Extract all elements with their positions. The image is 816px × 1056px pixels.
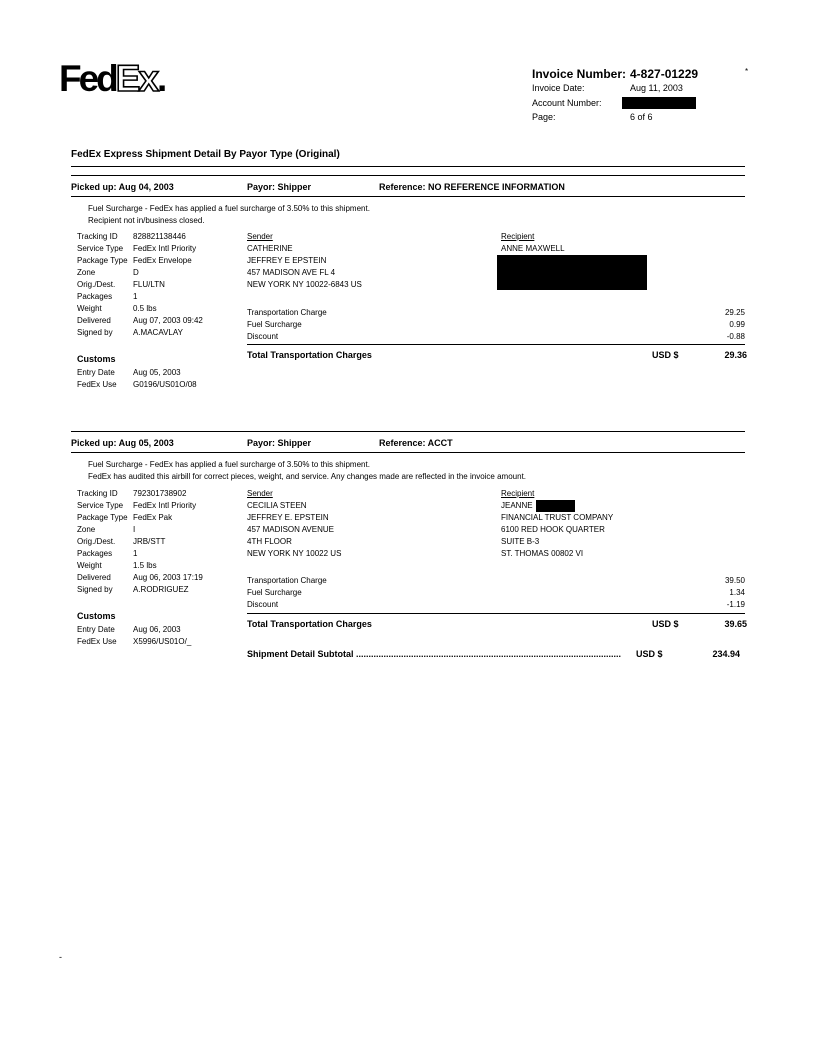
zone: I xyxy=(133,525,136,534)
detail-label: Package Type xyxy=(77,513,128,522)
customs-heading: Customs xyxy=(77,354,116,364)
detail-label: Weight xyxy=(77,304,102,313)
reference: Reference: NO REFERENCE INFORMATION xyxy=(379,182,565,192)
orig-dest: JRB/STT xyxy=(133,537,166,546)
delivered: Aug 06, 2003 17:19 xyxy=(133,573,203,582)
page-number: 6 of 6 xyxy=(630,112,653,122)
detail-label: Packages xyxy=(77,549,113,558)
detail-label: Zone xyxy=(77,525,96,534)
recipient-heading: Recipient xyxy=(501,232,535,241)
charge-label: Transportation Charge xyxy=(247,576,327,585)
detail-label: Tracking ID xyxy=(77,489,118,498)
recipient-line: SUITE B-3 xyxy=(501,537,540,546)
reference: Reference: ACCT xyxy=(379,438,453,448)
packages: 1 xyxy=(133,292,138,301)
invoice-date-label: Invoice Date: xyxy=(532,83,585,93)
fedex-use: X5996/US01O/_ xyxy=(133,637,192,646)
sender-line: 457 MADISON AVE FL 4 xyxy=(247,268,336,277)
fuel-surcharge: 1.34 xyxy=(729,588,745,597)
shipment-note: Fuel Surcharge - FedEx has applied a fuel surcharge of 3.50% to this shipment. xyxy=(88,460,370,469)
tracking-id: 828821138446 xyxy=(133,232,186,241)
picked-up-date: Picked up: Aug 05, 2003 xyxy=(71,438,174,448)
entry-date: Aug 05, 2003 xyxy=(133,368,181,377)
total-amount: 39.65 xyxy=(724,619,747,629)
sender-line: JEFFREY E. EPSTEIN xyxy=(247,513,329,522)
invoice-number: 4-827-01229 xyxy=(630,67,699,81)
shipment-header-divider xyxy=(71,196,745,197)
sender-line: NEW YORK NY 10022-6843 US xyxy=(247,280,362,289)
signed-by: A.MACAVLAY xyxy=(133,328,183,337)
customs-heading: Customs xyxy=(77,611,116,621)
picked-up-date: Picked up: Aug 04, 2003 xyxy=(71,182,174,192)
customs-label: FedEx Use xyxy=(77,637,117,646)
invoice-date: Aug 11, 2003 xyxy=(630,83,683,93)
entry-date: Aug 06, 2003 xyxy=(133,625,181,634)
detail-label: Packages xyxy=(77,292,113,301)
recipient-line: ST. THOMAS 00802 VI xyxy=(501,549,584,558)
tracking-id: 792301738902 xyxy=(133,489,187,498)
package-type: FedEx Envelope xyxy=(133,256,192,265)
transportation-charge: 29.25 xyxy=(724,308,745,317)
title-divider-top xyxy=(71,166,745,167)
sender-line: CATHERINE xyxy=(247,244,293,253)
weight: 1.5 lbs xyxy=(133,561,157,570)
customs-label: FedEx Use xyxy=(77,380,117,389)
detail-label: Service Type xyxy=(77,244,124,253)
detail-label: Orig./Dest. xyxy=(77,537,116,546)
account-number-redaction xyxy=(622,97,696,109)
detail-label: Weight xyxy=(77,561,102,570)
sender-line: NEW YORK NY 10022 US xyxy=(247,549,342,558)
package-type: FedEx Pak xyxy=(133,513,173,522)
detail-label: Tracking ID xyxy=(77,232,118,241)
delivered: Aug 07, 2003 09:42 xyxy=(133,316,203,325)
charges-divider xyxy=(247,613,745,614)
detail-label: Signed by xyxy=(77,585,113,594)
service-type: FedEx Intl Priority xyxy=(133,244,197,253)
payor: Payor: Shipper xyxy=(247,182,312,192)
sender-line: JEFFREY E EPSTEIN xyxy=(247,256,327,265)
discount: -0.88 xyxy=(726,332,745,341)
fedex-use: G0196/US01O/08 xyxy=(133,380,197,389)
detail-label: Delivered xyxy=(77,573,111,582)
orig-dest: FLU/LTN xyxy=(133,280,165,289)
subtotal-currency: USD $ xyxy=(636,649,663,659)
fuel-surcharge: 0.99 xyxy=(729,320,745,329)
total-label: Total Transportation Charges xyxy=(247,619,372,629)
page-label: Page: xyxy=(532,112,556,122)
subtotal-label: Shipment Detail Subtotal .......................................................................................................... xyxy=(247,649,622,659)
shipment-header-divider xyxy=(71,452,745,453)
customs-label: Entry Date xyxy=(77,625,115,634)
shipment-note: Fuel Surcharge - FedEx has applied a fuel surcharge of 3.50% to this shipment. xyxy=(88,204,370,213)
corner-mark: * xyxy=(745,67,749,76)
detail-label: Orig./Dest. xyxy=(77,280,116,289)
footer-mark: - xyxy=(59,952,62,962)
sender-line: 457 MADISON AVENUE xyxy=(247,525,334,534)
recipient-line: 6100 RED HOOK QUARTER xyxy=(501,525,605,534)
charges-divider xyxy=(247,344,745,345)
sender-heading: Sender xyxy=(247,489,273,498)
page-title: FedEx Express Shipment Detail By Payor Type (Original) xyxy=(71,149,340,160)
account-number-label: Account Number: xyxy=(532,98,602,108)
recipient-line: ANNE MAXWELL xyxy=(501,244,565,253)
detail-label: Signed by xyxy=(77,328,113,337)
recipient-surname-redaction xyxy=(536,500,575,512)
shipment-separator xyxy=(71,431,745,432)
logo-ex: Ex xyxy=(115,58,158,99)
zone: D xyxy=(133,268,139,277)
transportation-charge: 39.50 xyxy=(724,576,745,585)
payor: Payor: Shipper xyxy=(247,438,312,448)
charge-label: Fuel Surcharge xyxy=(247,320,302,329)
detail-label: Delivered xyxy=(77,316,111,325)
charge-label: Discount xyxy=(247,600,279,609)
total-currency: USD $ xyxy=(652,350,679,360)
recipient-line: FINANCIAL TRUST COMPANY xyxy=(501,513,614,522)
logo-fed: Fed xyxy=(59,58,116,99)
shipment-note: Recipient not in/business closed. xyxy=(88,216,205,225)
discount: -1.19 xyxy=(726,600,745,609)
packages: 1 xyxy=(133,549,138,558)
detail-label: Service Type xyxy=(77,501,124,510)
sender-line: 4TH FLOOR xyxy=(247,537,292,546)
shipment-note: FedEx has audited this airbill for correct pieces, weight, and service. Any changes made are reflected in the invoice amount. xyxy=(88,472,527,481)
sender-line: CECILIA STEEN xyxy=(247,501,307,510)
weight: 0.5 lbs xyxy=(133,304,157,313)
service-type: FedEx Intl Priority xyxy=(133,501,197,510)
total-amount: 29.36 xyxy=(724,350,747,360)
charge-label: Transportation Charge xyxy=(247,308,327,317)
customs-label: Entry Date xyxy=(77,368,115,377)
subtotal-amount: 234.94 xyxy=(712,649,740,659)
recipient-line: JEANNE xyxy=(501,501,533,510)
invoice-number-label: Invoice Number: xyxy=(532,67,627,81)
detail-label: Package Type xyxy=(77,256,128,265)
signed-by: A.RODRIGUEZ xyxy=(133,585,189,594)
title-divider-bottom xyxy=(71,175,745,176)
detail-label: Zone xyxy=(77,268,96,277)
fedex-logo xyxy=(59,60,164,97)
total-currency: USD $ xyxy=(652,619,679,629)
total-label: Total Transportation Charges xyxy=(247,350,372,360)
charge-label: Fuel Surcharge xyxy=(247,588,302,597)
recipient-heading: Recipient xyxy=(501,489,535,498)
logo-dot: . xyxy=(157,58,165,99)
charge-label: Discount xyxy=(247,332,279,341)
sender-heading: Sender xyxy=(247,232,273,241)
recipient-address-redaction xyxy=(497,255,647,290)
